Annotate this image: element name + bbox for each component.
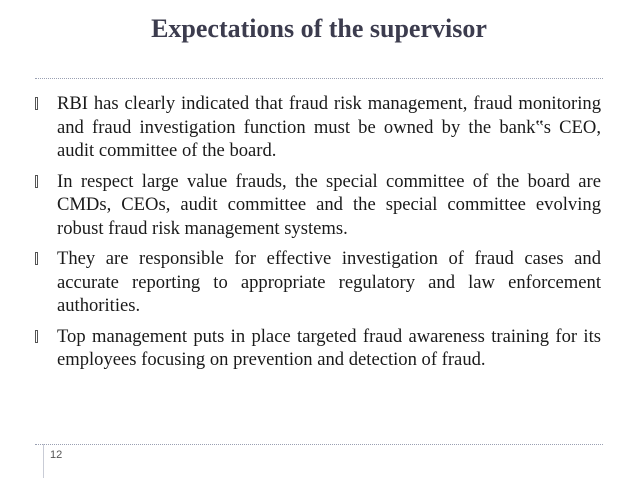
bullet-text: RBI has clearly indicated that fraud risk management, fraud monitoring and fraud investigation function must be owned by the bank‟s CEO, audit committee of the board. (57, 93, 601, 161)
bullet-marker-icon (35, 175, 38, 188)
bullet-list (35, 92, 601, 379)
bullet-item (35, 247, 601, 318)
bullet-text: In respect large value frauds, the special committee of the board are CMDs, CEOs, audit committee and the special committee evolving robust fraud risk management systems. (57, 170, 601, 239)
bullet-marker-icon (35, 252, 38, 265)
bullet-marker-icon (35, 330, 38, 343)
bullet-item (35, 170, 601, 241)
bullet-item (35, 325, 601, 372)
bullet-text: They are responsible for effective investigation of fraud cases and accurate reporting to appropriate regulatory and law enforcement authorities. (57, 248, 601, 316)
title-divider (35, 78, 603, 79)
footer-divider (35, 444, 603, 445)
bullet-text: Top management puts in place targeted fraud awareness training for its employees focusing on prevention and detection of fraud. (57, 325, 601, 370)
bullet-marker-icon (35, 97, 38, 110)
slide-title: Expectations of the supervisor (151, 14, 487, 43)
bullet-item (35, 92, 601, 163)
footer-accent-line (43, 444, 44, 478)
page-number: 12 (50, 449, 63, 461)
